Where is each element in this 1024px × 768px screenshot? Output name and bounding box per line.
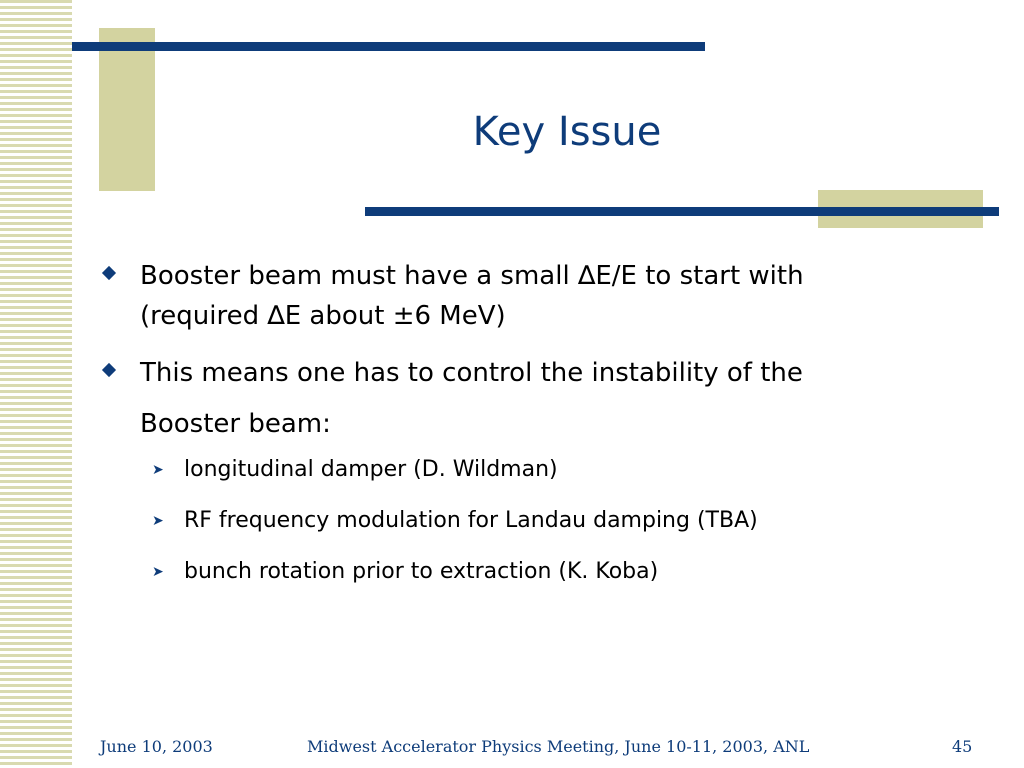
sub-bullet-text: RF frequency modulation for Landau damping (TBA) bbox=[184, 508, 758, 533]
sub-bullet-text: longitudinal damper (D. Wildman) bbox=[184, 457, 558, 482]
sub-bullet-text: bunch rotation prior to extraction (K. Koba) bbox=[184, 559, 659, 584]
sub-bullet-item bbox=[100, 556, 940, 588]
bullet-list bbox=[100, 256, 940, 607]
footer-page-number: 45 bbox=[952, 737, 973, 756]
decor-block-top-left bbox=[99, 28, 155, 191]
left-stripe-band bbox=[0, 0, 72, 768]
slide-title: Key Issue bbox=[472, 109, 662, 155]
bullet-line: Booster beam: bbox=[140, 409, 331, 439]
diamond-bullet-icon bbox=[102, 266, 116, 280]
sub-bullet-item bbox=[100, 505, 940, 537]
bullet-item bbox=[100, 348, 940, 450]
decor-bar-top bbox=[72, 42, 705, 51]
bullet-line: Booster beam must have a small ∆E/E to start with bbox=[140, 261, 804, 291]
decor-bar-middle bbox=[365, 207, 999, 216]
arrow-bullet-icon: ➤ bbox=[152, 462, 164, 478]
footer-meeting: Midwest Accelerator Physics Meeting, June 10-11, 2003, ANL bbox=[307, 737, 810, 756]
bullet-line: (required ∆E about ±6 MeV) bbox=[140, 301, 506, 331]
bullet-line: This means one has to control the instability of the bbox=[140, 358, 803, 388]
diamond-bullet-icon bbox=[102, 363, 116, 377]
arrow-bullet-icon: ➤ bbox=[152, 513, 164, 529]
sub-bullet-item bbox=[100, 454, 940, 486]
arrow-bullet-icon: ➤ bbox=[152, 564, 164, 580]
footer-date: June 10, 2003 bbox=[100, 737, 213, 756]
bullet-item bbox=[100, 256, 940, 336]
